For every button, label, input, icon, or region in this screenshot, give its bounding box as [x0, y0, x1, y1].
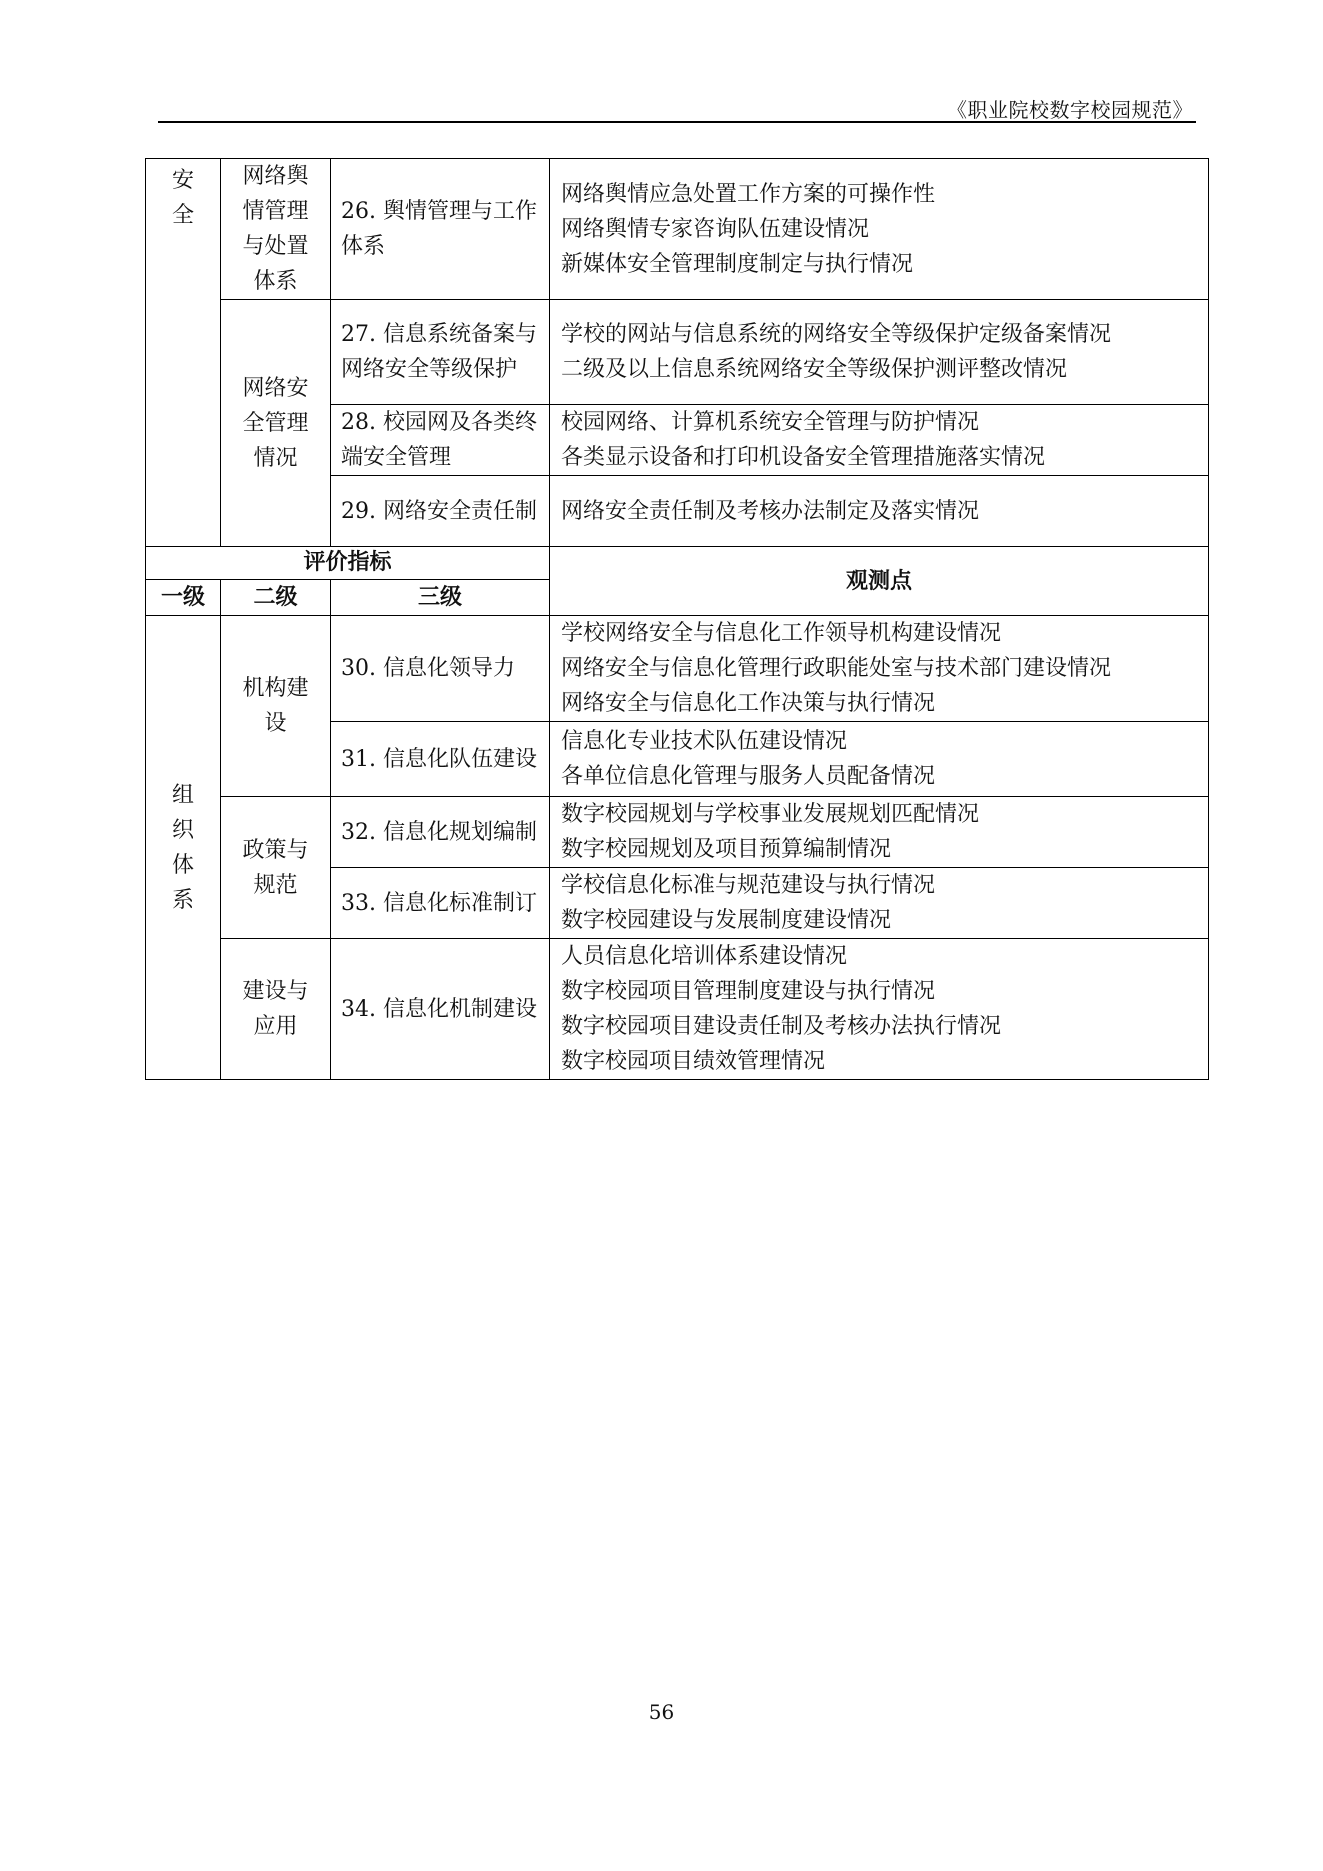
observe-point: 数字校园规划及项目预算编制情况 [561, 837, 892, 862]
observe-point: 网络舆情专家咨询队伍建设情况 [561, 216, 870, 242]
level2-label: 网络舆情管理与处置体系 [242, 164, 309, 294]
header-rule [158, 121, 1196, 123]
observe-point: 信息化专业技术队伍建设情况 [561, 729, 848, 754]
observe-point: 数字校园规划与学校事业发展规划匹配情况 [561, 802, 980, 827]
level3-cell [331, 722, 550, 797]
level2-cell [221, 300, 331, 547]
observe-cell [550, 159, 1209, 300]
level1-cell-org [146, 616, 221, 1080]
table-row [146, 300, 1209, 405]
observe-point: 学校的网站与信息系统的网络安全等级保护定级备案情况 [561, 322, 1112, 347]
level3-cell [331, 476, 550, 547]
observe-point: 二级及以上信息系统网络安全等级保护测评整改情况 [561, 357, 1068, 382]
observe-cell [550, 797, 1209, 868]
observe-point: 人员信息化培训体系建设情况 [561, 944, 848, 969]
header-label: 二级 [253, 585, 298, 610]
observe-cell [550, 405, 1209, 476]
header-label: 三级 [417, 585, 462, 610]
level2-label: 建设与应用 [242, 979, 309, 1039]
level2-label: 政策与规范 [242, 837, 309, 898]
level1-char: 组 [171, 782, 194, 808]
level2-cell [221, 616, 331, 797]
observe-cell [550, 476, 1209, 547]
level3-label: 27. 信息系统备案与网络安全等级保护 [341, 322, 537, 382]
level3-label: 26. 舆情管理与工作体系 [341, 199, 537, 259]
level1-char: 系 [171, 887, 194, 913]
observe-point: 数字校园项目绩效管理情况 [561, 1049, 826, 1074]
observe-point: 学校网络安全与信息化工作领导机构建设情况 [561, 621, 1002, 646]
header-observe [550, 547, 1209, 616]
level3-cell [331, 797, 550, 868]
observe-point: 网络安全责任制及考核办法制定及落实情况 [561, 498, 980, 524]
observe-cell [550, 868, 1209, 939]
level3-cell [331, 939, 550, 1080]
level1-char: 织 [171, 817, 194, 843]
level3-label: 28. 校园网及各类终端安全管理 [341, 410, 537, 470]
level2-label: 机构建设 [242, 676, 309, 736]
table-row [146, 939, 1209, 1080]
level3-label: 29. 网络安全责任制 [341, 498, 537, 524]
level1-char: 安 [171, 168, 194, 193]
level1-char: 体 [171, 852, 194, 878]
observe-cell [550, 722, 1209, 797]
header-level2 [221, 580, 331, 616]
header-level3 [331, 580, 550, 616]
level2-label: 网络安全管理情况 [242, 375, 309, 471]
observe-point: 各类显示设备和打印机设备安全管理措施落实情况 [561, 445, 1046, 470]
observe-point: 网络舆情应急处置工作方案的可操作性 [561, 181, 936, 207]
level2-cell [221, 939, 331, 1080]
level3-cell [331, 300, 550, 405]
header-evaluation-index [146, 547, 550, 580]
table-row [146, 797, 1209, 868]
level3-label: 32. 信息化规划编制 [341, 819, 537, 845]
observe-point: 网络安全与信息化工作决策与执行情况 [561, 691, 936, 716]
level1-char: 全 [171, 203, 194, 228]
observe-point: 数字校园项目管理制度建设与执行情况 [561, 979, 936, 1004]
observe-point: 数字校园项目建设责任制及考核办法执行情况 [561, 1014, 1002, 1039]
header-label: 评价指标 [303, 550, 392, 575]
page-number: 56 [648, 1700, 675, 1724]
table-row [146, 159, 1209, 300]
observe-cell [550, 616, 1209, 722]
level3-label: 34. 信息化机制建设 [341, 996, 537, 1022]
level3-cell [331, 868, 550, 939]
evaluation-table [145, 158, 1209, 1080]
observe-point: 校园网络、计算机系统安全管理与防护情况 [561, 410, 980, 435]
header-level1 [146, 580, 221, 616]
table-row [146, 616, 1209, 722]
document-header-title: 《职业院校数字校园规范》 [947, 98, 1193, 122]
level3-cell [331, 159, 550, 300]
header-label: 观测点 [845, 568, 912, 594]
level3-cell [331, 616, 550, 722]
observe-cell [550, 300, 1209, 405]
level1-cell-safety [146, 159, 221, 547]
level3-label: 30. 信息化领导力 [341, 656, 515, 681]
header-label: 一级 [160, 584, 205, 610]
level3-label: 31. 信息化队伍建设 [341, 746, 537, 772]
table-header-row [146, 547, 1209, 580]
observe-point: 学校信息化标准与规范建设与执行情况 [561, 873, 936, 898]
observe-point: 各单位信息化管理与服务人员配备情况 [561, 764, 936, 789]
level3-label: 33. 信息化标准制订 [341, 890, 537, 916]
level2-cell [221, 797, 331, 939]
observe-point: 网络安全与信息化管理行政职能处室与技术部门建设情况 [561, 656, 1112, 681]
level3-cell [331, 405, 550, 476]
level2-cell [221, 159, 331, 300]
observe-point: 数字校园建设与发展制度建设情况 [561, 908, 892, 933]
observe-point: 新媒体安全管理制度制定与执行情况 [561, 251, 914, 277]
observe-cell [550, 939, 1209, 1080]
